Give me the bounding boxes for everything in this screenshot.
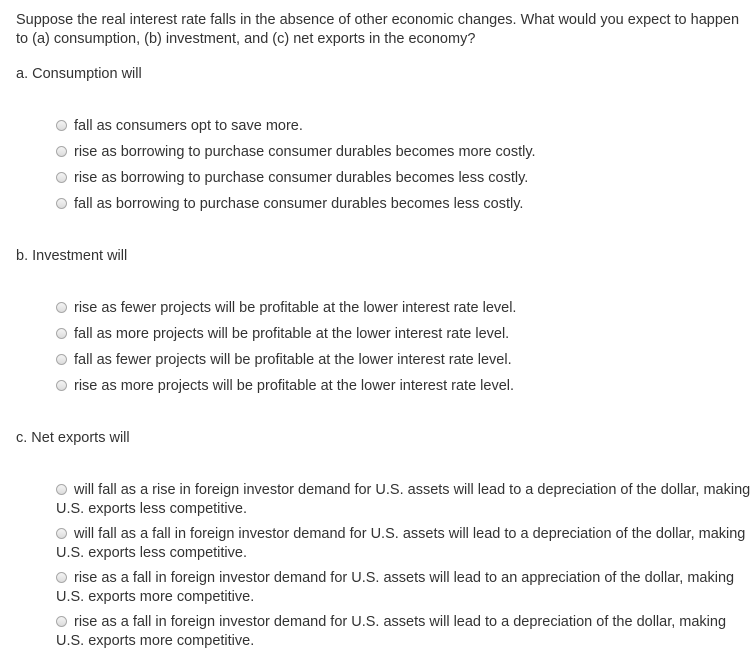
option-c-4[interactable] bbox=[56, 613, 755, 651]
option-label: rise as borrowing to purchase consumer durables becomes less costly. bbox=[74, 170, 529, 186]
radio-button[interactable] bbox=[56, 120, 67, 131]
radio-button[interactable] bbox=[56, 172, 67, 183]
radio-button[interactable] bbox=[56, 146, 67, 157]
option-b-2[interactable] bbox=[56, 325, 755, 344]
radio-button[interactable] bbox=[56, 484, 67, 495]
radio-button[interactable] bbox=[56, 572, 67, 583]
option-a-2[interactable] bbox=[56, 143, 755, 162]
option-a-3[interactable] bbox=[56, 169, 755, 188]
option-a-4[interactable] bbox=[56, 195, 755, 214]
option-b-4[interactable] bbox=[56, 377, 755, 396]
option-label: will fall as a rise in foreign investor demand for U.S. assets will lead to a depreciation of the dollar, making U.S. exports less competitive. bbox=[56, 482, 751, 517]
option-label: rise as a fall in foreign investor demand for U.S. assets will lead to a depreciation of the dollar, making U.S. exports more competitive. bbox=[56, 614, 727, 649]
radio-button[interactable] bbox=[56, 354, 67, 365]
radio-button[interactable] bbox=[56, 528, 67, 539]
radio-button[interactable] bbox=[56, 380, 67, 391]
option-label: rise as fewer projects will be profitable at the lower interest rate level. bbox=[74, 300, 517, 316]
option-label: fall as borrowing to purchase consumer durables becomes less costly. bbox=[74, 196, 524, 212]
option-a-1[interactable] bbox=[56, 117, 755, 136]
question-prompt: Suppose the real interest rate falls in the absence of other economic changes. What would you expect to happen to (a) consumption, (b) investment, and (c) net exports in the economy? bbox=[16, 12, 740, 47]
radio-button[interactable] bbox=[56, 302, 67, 313]
part-c-label: c. Net exports will bbox=[16, 430, 130, 446]
radio-button[interactable] bbox=[56, 616, 67, 627]
option-label: fall as consumers opt to save more. bbox=[74, 118, 303, 134]
option-label: rise as a fall in foreign investor demand for U.S. assets will lead to an appreciation of the dollar, making U.S. exports more competitive. bbox=[56, 570, 735, 605]
option-label: will fall as a fall in foreign investor demand for U.S. assets will lead to a depreciation of the dollar, making U.S. exports less competitive. bbox=[56, 526, 746, 561]
part-a-label: a. Consumption will bbox=[16, 66, 142, 82]
option-label: fall as more projects will be profitable at the lower interest rate level. bbox=[74, 326, 510, 342]
option-label: rise as borrowing to purchase consumer durables becomes more costly. bbox=[74, 144, 536, 160]
option-label: fall as fewer projects will be profitable at the lower interest rate level. bbox=[74, 352, 512, 368]
option-label: rise as more projects will be profitable at the lower interest rate level. bbox=[74, 378, 515, 394]
option-b-1[interactable] bbox=[56, 299, 755, 318]
option-c-1[interactable] bbox=[56, 481, 755, 519]
radio-button[interactable] bbox=[56, 328, 67, 339]
radio-button[interactable] bbox=[56, 198, 67, 209]
option-c-2[interactable] bbox=[56, 525, 755, 563]
option-c-3[interactable] bbox=[56, 569, 755, 607]
part-b-label: b. Investment will bbox=[16, 248, 128, 264]
option-b-3[interactable] bbox=[56, 351, 755, 370]
